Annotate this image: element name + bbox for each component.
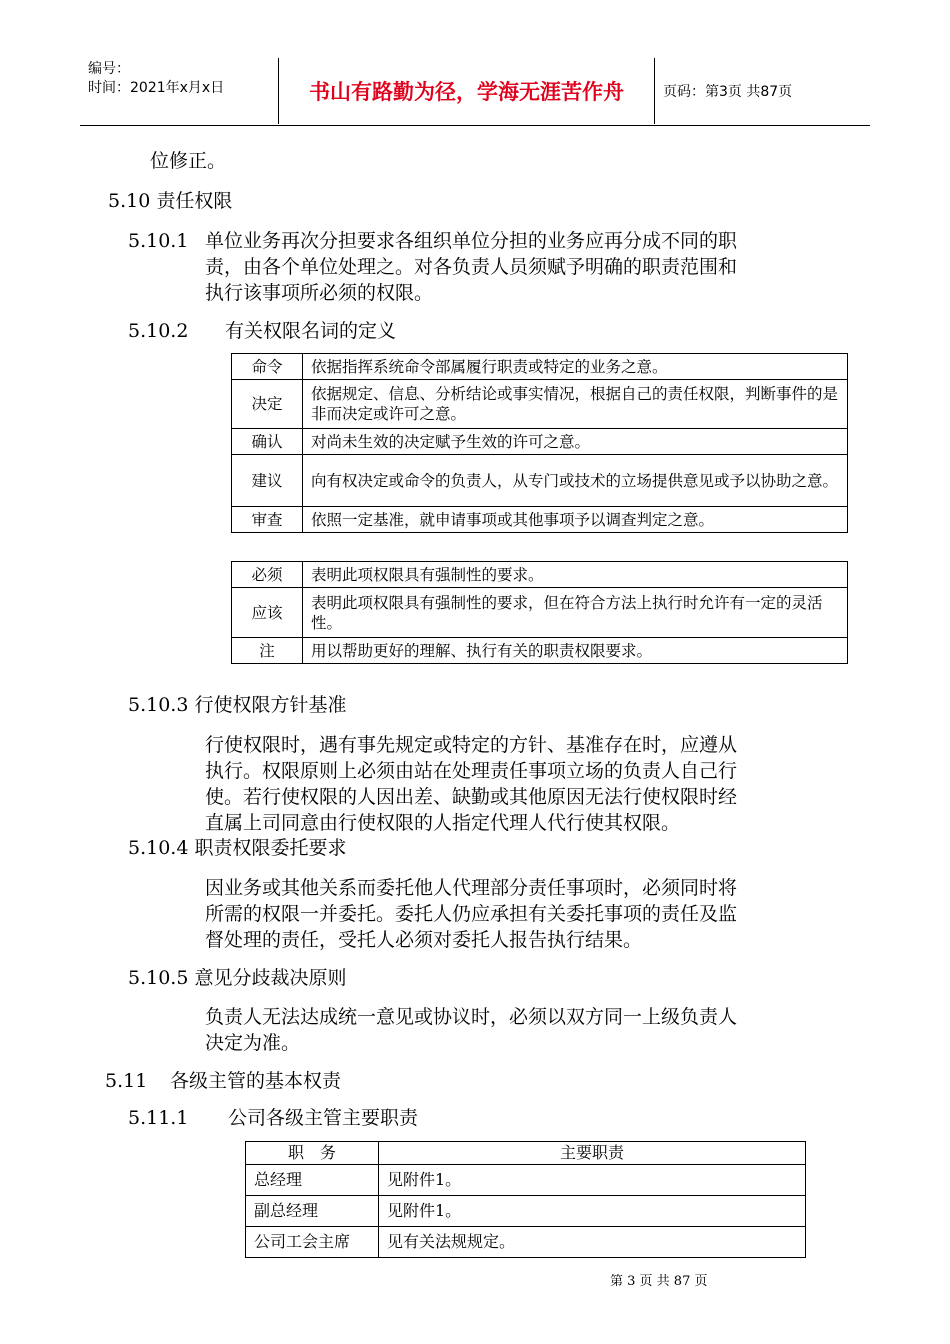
section-5-10-1-line: 责，由各个单位处理之。对各负责人员须赋予明确的职责范围和 xyxy=(205,256,738,278)
definition-cell: 依据规定、信息、分析结论或事实情况，根据自己的责任权限，判断事件的是非而决定或许可之意。 xyxy=(303,380,848,429)
definition-cell: 用以帮助更好的理解、执行有关的职责权限要求。 xyxy=(303,638,848,664)
term-cell: 必须 xyxy=(232,562,303,588)
section-5-10-4-line: 督处理的责任，受托人必须对委托人报告执行结果。 xyxy=(205,929,643,951)
term-cell: 建议 xyxy=(232,455,303,507)
section-5-10-4-heading: 5.10.4 职责权限委托要求 xyxy=(128,837,347,859)
header-meta xyxy=(88,60,224,98)
header-page-info: 页码：第3页 共87页 xyxy=(663,84,793,100)
header-motto: 书山有路勤为径，学海无涯苦作舟 xyxy=(278,58,655,124)
time-label: 时间：2021年x月x日 xyxy=(88,80,225,96)
table-header-row xyxy=(246,1142,806,1165)
definitions-table xyxy=(231,353,848,533)
table-row xyxy=(232,380,848,429)
section-5-10-3-line: 行使权限时，遇有事先规定或特定的方针、基准存在时，应遵从 xyxy=(205,734,738,756)
section-5-10-2-number: 5.10.2 xyxy=(128,320,189,342)
section-5-10-1-line: 执行该事项所必须的权限。 xyxy=(205,282,434,304)
section-5-10-1-number: 5.10.1 xyxy=(128,230,189,252)
table-row xyxy=(246,1196,806,1227)
column-header: 主要职责 xyxy=(379,1142,806,1165)
definition-cell: 依照一定基准，就申请事项或其他事项予以调查判定之意。 xyxy=(303,507,848,533)
duty-cell: 见有关法规规定。 xyxy=(379,1227,806,1258)
term-cell: 命令 xyxy=(232,354,303,380)
section-5-10-1-line: 单位业务再次分担要求各组织单位分担的业务应再分成不同的职 xyxy=(205,230,738,252)
table-row xyxy=(246,1227,806,1258)
table-row xyxy=(232,455,848,507)
section-5-10-5-line: 决定为准。 xyxy=(205,1032,301,1054)
section-5-10-3-line: 直属上司同意由行使权限的人指定代理人代行使其权限。 xyxy=(205,812,681,834)
table-row xyxy=(232,354,848,380)
definition-cell: 表明此项权限具有强制性的要求。 xyxy=(303,562,848,588)
page-header xyxy=(80,58,870,126)
term-cell: 决定 xyxy=(232,380,303,429)
table-row xyxy=(232,588,848,638)
term-cell: 应该 xyxy=(232,588,303,638)
continued-text: 位修正。 xyxy=(150,150,227,172)
role-cell: 副总经理 xyxy=(246,1196,379,1227)
duty-table xyxy=(245,1141,806,1258)
section-5-10-3-heading: 5.10.3 行使权限方针基准 xyxy=(128,694,347,716)
definition-cell: 表明此项权限具有强制性的要求，但在符合方法上执行时允许有一定的灵活性。 xyxy=(303,588,848,638)
term-cell: 确认 xyxy=(232,429,303,455)
definition-cell: 向有权决定或命令的负责人，从专门或技术的立场提供意见或予以协助之意。 xyxy=(303,455,848,507)
section-5-11-title: 各级主管的基本权责 xyxy=(170,1070,342,1092)
section-5-11-1-title: 公司各级主管主要职责 xyxy=(228,1107,419,1129)
section-5-10-4-line: 所需的权限一并委托。委托人仍应承担有关委托事项的责任及监 xyxy=(205,903,738,925)
duty-cell: 见附件1。 xyxy=(379,1196,806,1227)
role-cell: 总经理 xyxy=(246,1165,379,1196)
table-row xyxy=(246,1165,806,1196)
section-5-11-1-number: 5.11.1 xyxy=(128,1107,189,1129)
section-5-10-2-title: 有关权限名词的定义 xyxy=(225,320,397,342)
section-5-10-4-line: 因业务或其他关系而委托他人代理部分责任事项时，必须同时将 xyxy=(205,877,738,899)
role-cell: 公司工会主席 xyxy=(246,1227,379,1258)
page-footer: 第 3 页 共 87 页 xyxy=(610,1274,708,1289)
term-cell: 注 xyxy=(232,638,303,664)
table-row xyxy=(232,638,848,664)
number-label: 编号： xyxy=(88,61,130,77)
section-5-10-3-line: 执行。权限原则上必须由站在处理责任事项立场的负责人自己行 xyxy=(205,760,738,782)
section-5-10-3-line: 使。若行使权限的人因出差、缺勤或其他原因无法行使权限时经 xyxy=(205,786,738,808)
section-5-10-5-heading: 5.10.5 意见分歧裁决原则 xyxy=(128,967,347,989)
term-cell: 审查 xyxy=(232,507,303,533)
section-5-10-heading: 5.10 责任权限 xyxy=(108,190,233,212)
requirement-terms-table xyxy=(231,561,848,664)
definition-cell: 对尚未生效的决定赋予生效的许可之意。 xyxy=(303,429,848,455)
table-row xyxy=(232,429,848,455)
duty-cell: 见附件1。 xyxy=(379,1165,806,1196)
table-row xyxy=(232,507,848,533)
column-header: 职 务 xyxy=(246,1142,379,1165)
table-row xyxy=(232,562,848,588)
definition-cell: 依据指挥系统命令部属履行职责或特定的业务之意。 xyxy=(303,354,848,380)
section-5-10-5-line: 负责人无法达成统一意见或协议时，必须以双方同一上级负责人 xyxy=(205,1006,738,1028)
section-5-11-number: 5.11 xyxy=(105,1070,148,1092)
